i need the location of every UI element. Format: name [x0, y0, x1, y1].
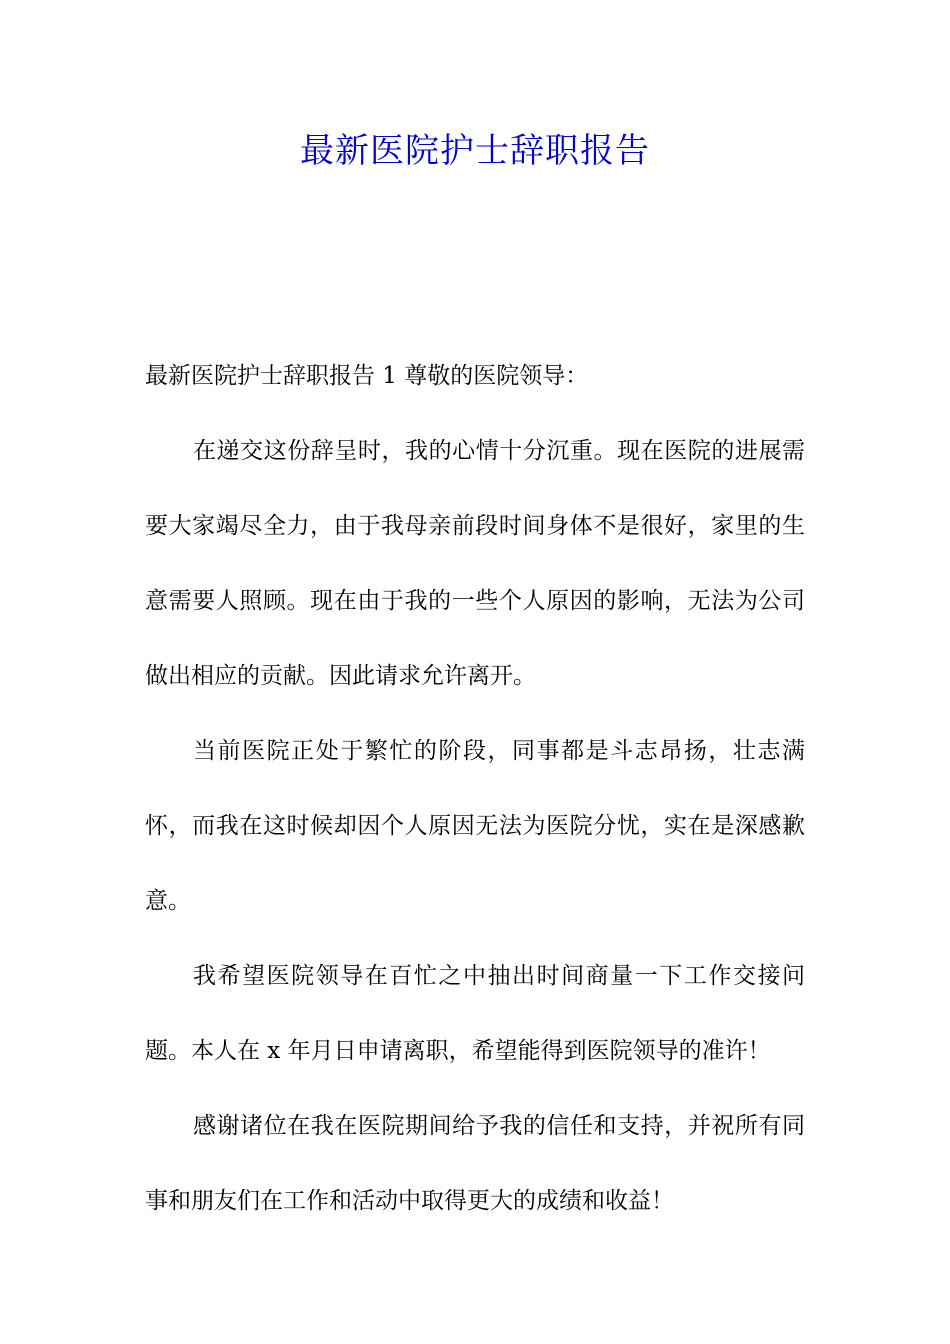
paragraph-4: 感谢诸位在我在医院期间给予我的信任和支持，并祝所有同事和朋友们在工作和活动中取得更大的成绩和收益！ — [145, 1113, 805, 1214]
salutation: 最新医院护士辞职报告 1 尊敬的医院领导： — [145, 363, 589, 389]
paragraph-2: 当前医院正处于繁忙的阶段，同事都是斗志昂扬，壮志满怀，而我在这时候却因个人原因无法为医院分忧，实在是深感歉意。 — [145, 738, 805, 914]
document-body — [145, 339, 805, 1239]
document-title: 最新医院护士辞职报告 — [300, 131, 650, 171]
paragraph-1: 在递交这份辞呈时，我的心情十分沉重。现在医院的进展需要大家竭尽全力，由于我母亲前段时间身体不是很好，家里的生意需要人照顾。现在由于我的一些个人原因的影响，无法为公司做出相应的贡献。因此请求允许离开。 — [145, 438, 805, 689]
paragraph-3: 我希望医院领导在百忙之中抽出时间商量一下工作交接问题。本人在 x 年月日申请离职，希望能得到医院领导的准许！ — [145, 963, 805, 1064]
